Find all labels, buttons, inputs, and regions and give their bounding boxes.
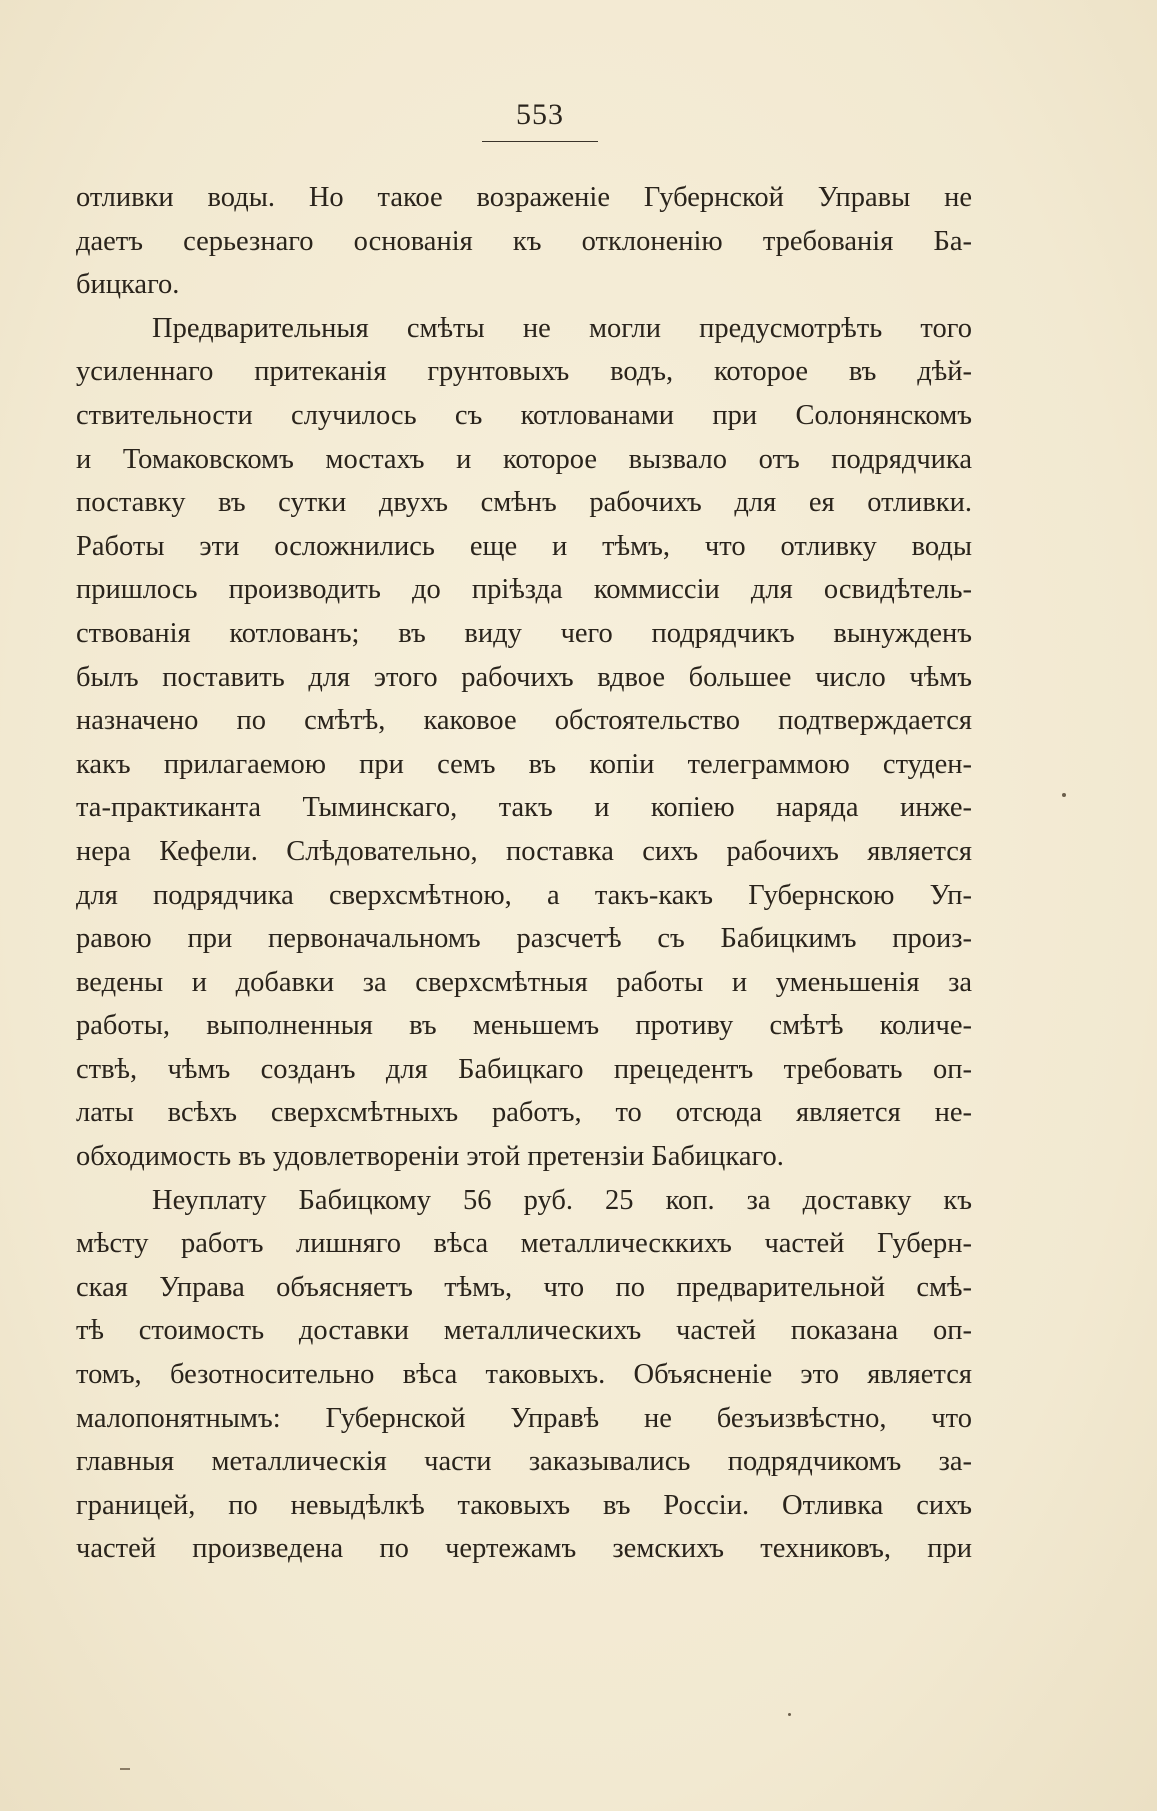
text-line: главныя металлическія части заказывались подрядчикомъ за-	[76, 1446, 972, 1478]
text-line: та-практиканта Тыминскаго, такъ и копіею наряда инже-	[76, 792, 972, 824]
text-line: нера Кефели. Слѣдовательно, поставка сихъ рабочихъ является	[76, 835, 972, 867]
text-line: ская Управа объясняетъ тѣмъ, что по предварительной смѣ-	[76, 1271, 972, 1303]
text-line: назначено по смѣтѣ, каковое обстоятельство подтверждается	[76, 705, 972, 737]
paper-speck	[788, 1713, 791, 1716]
text-line: бицкаго.	[76, 269, 180, 301]
text-line: Работы эти осложнились еще и тѣмъ, что отливку воды	[76, 530, 972, 562]
paragraph	[76, 176, 972, 307]
page-number-rule	[482, 141, 598, 142]
text-line: тѣ стоимость доставки металлическихъ частей показана оп-	[76, 1315, 972, 1347]
text-line: Предварительныя смѣты не могли предусмотрѣть того	[152, 312, 972, 344]
text-line: даетъ серьезнаго основанія къ отклоненію требованія Ба-	[76, 225, 972, 257]
text-line: ведены и добавки за сверхсмѣтныя работы и уменьшенія за	[76, 966, 972, 998]
text-line: отливки воды. Но такое возраженіе Губернской Управы не	[76, 182, 972, 213]
text-line: равою при первоначальномъ разсчетѣ съ Бабицкимъ произ-	[76, 923, 972, 955]
page-number: 553	[516, 98, 564, 131]
body-text	[76, 176, 972, 1571]
paragraph	[76, 1179, 972, 1571]
text-line: для подрядчика сверхсмѣтною, а такъ-какъ Губернскою Уп-	[76, 879, 972, 911]
text-line: работы, выполненныя въ меньшемъ противу смѣтѣ количе-	[76, 1010, 972, 1042]
text-line: и Томаковскомъ мостахъ и которое вызвало отъ подрядчика	[76, 443, 972, 475]
text-line: латы всѣхъ сверхсмѣтныхъ работъ, то отсюда является не-	[76, 1097, 972, 1129]
text-line: томъ, безотносительно вѣса таковыхъ. Объясненіе это является	[76, 1359, 972, 1391]
text-line: границей, по невыдѣлкѣ таковыхъ въ Россіи. Отливка сихъ	[76, 1489, 972, 1521]
text-line: ствованія котлованъ; въ виду чего подрядчикъ вынужденъ	[76, 617, 972, 649]
text-line: поставку въ сутки двухъ смѣнъ рабочихъ для ея отливки.	[76, 487, 972, 519]
paper-mark	[120, 1768, 130, 1770]
text-line: пришлось производить до пріѣзда коммиссіи для освидѣтель-	[76, 574, 972, 606]
text-line: малопонятнымъ: Губернской Управѣ не безъизвѣстно, что	[76, 1402, 972, 1434]
paper-speck	[1062, 793, 1066, 797]
text-line: усиленнаго притеканія грунтовыхъ водъ, которое въ дѣй-	[76, 356, 972, 388]
paragraph	[76, 307, 972, 1179]
text-line: былъ поставить для этого рабочихъ вдвое большее число чѣмъ	[76, 661, 972, 693]
text-line: какъ прилагаемою при семъ въ копіи телеграммою студен-	[76, 748, 972, 780]
text-line: Неуплату Бабицкому 56 руб. 25 коп. за доставку къ	[152, 1184, 972, 1216]
text-line: ствительности случилось съ котлованами при Солонянскомъ	[76, 399, 972, 431]
text-line: ствѣ, чѣмъ созданъ для Бабицкаго прецедентъ требовать оп-	[76, 1053, 972, 1085]
text-line: обходимость въ удовлетвореніи этой претензіи Бабицкаго.	[76, 1141, 784, 1173]
text-line: мѣсту работъ лишняго вѣса металлическкихъ частей Губерн-	[76, 1228, 972, 1260]
text-line: частей произведена по чертежамъ земскихъ техниковъ, при	[76, 1533, 972, 1565]
